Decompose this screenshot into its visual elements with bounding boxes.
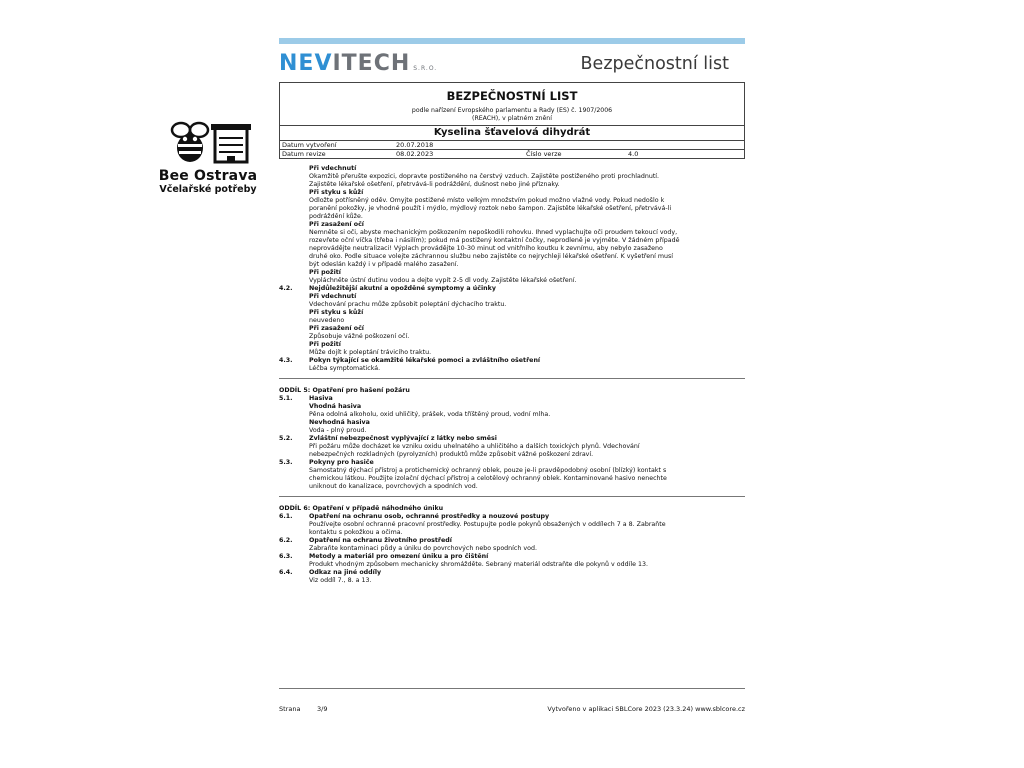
subheading: Při styku s kůží xyxy=(309,309,364,316)
subheading: Při zasažení očí xyxy=(309,221,364,228)
section-heading-6-2 xyxy=(279,537,745,545)
text-line: Způsobuje vážné poškození očí. xyxy=(309,333,410,340)
document-body xyxy=(279,165,745,585)
text-line: Používejte osobní ochranné pracovní prostředky. Postupujte podle pokynů obsažených v oddílech 7 a 8. Zabraňte xyxy=(309,521,666,528)
text-line: Pěna odolná alkoholu, oxid uhličitý, prášek, voda tříštěný proud, vodní mlha. xyxy=(309,411,551,418)
revision-value: 08.02.2023 xyxy=(396,150,434,158)
created-label: Datum vytvoření xyxy=(282,141,337,149)
text-line: Při požáru může docházet ke vzniku oxidu uhelnatého a uhličitého a dalších toxických plynů. Vdechování xyxy=(309,443,640,450)
section-5-title: ODDÍL 5: Opatření pro hašení požáru xyxy=(279,387,410,394)
section-number: 6.4. xyxy=(279,569,293,576)
safety-data-sheet-page xyxy=(279,38,745,585)
page-number: 3/9 xyxy=(317,705,328,713)
brand-tech: ITECH xyxy=(332,51,411,76)
section-title: Pokyn týkající se okamžité lékařské pomoci a zvláštního ošetření xyxy=(309,357,541,364)
text-line: Léčba symptomatická. xyxy=(309,365,381,372)
subheading: Při vdechnutí xyxy=(309,293,357,300)
section-title: Metody a materiál pro omezení úniku a pro čištění xyxy=(309,553,489,560)
version-value: 4.0 xyxy=(628,150,639,158)
page-header xyxy=(279,44,745,78)
text-line: Samostatný dýchací přístroj a protichemický ochranný oblek, pouze je-li pravděpodobný osobní (blízký) kontakt s xyxy=(309,467,667,474)
section-heading-6-1 xyxy=(279,513,745,521)
subheading: Nevhodná hasiva xyxy=(309,419,370,426)
text-line: podráždění kůže. xyxy=(309,213,363,220)
section-title: Hasiva xyxy=(309,395,333,402)
section-6-title: ODDÍL 6: Opatření v případě náhodného úniku xyxy=(279,505,444,512)
text-line: uniknout do kanalizace, povrchových a spodních vod. xyxy=(309,483,478,490)
text-line: nebezpečných rozkladných (pyrolyzních) produktů může způsobit vážné poškození zdraví. xyxy=(309,451,594,458)
logo-subtitle: Včelařské potřeby xyxy=(159,184,257,195)
section-title: Pokyny pro hasiče xyxy=(309,459,374,466)
section-divider xyxy=(279,496,745,497)
section-title: Opatření na ochranu životního prostředí xyxy=(309,537,452,544)
text-line: Vypláchněte ústní dutinu vodou a dejte vypít 2-5 dl vody. Zajistěte lékařské ošetření. xyxy=(309,277,577,284)
section-number: 6.3. xyxy=(279,553,293,560)
section-title: Odkaz na jiné oddíly xyxy=(309,569,382,576)
bee-ostrava-logo xyxy=(158,120,258,195)
meta-row-created xyxy=(280,141,744,149)
header-title: Bezpečnostní list xyxy=(580,54,729,74)
subheading: Při vdechnutí xyxy=(309,165,357,172)
revision-label: Datum revize xyxy=(282,150,326,158)
logo-name: Bee Ostrava xyxy=(158,168,258,184)
section-heading-5-3 xyxy=(279,459,745,467)
bee-and-hive-icon xyxy=(163,120,253,166)
section-heading-5-2 xyxy=(279,435,745,443)
page-footer xyxy=(279,688,745,713)
subheading: Při styku s kůží xyxy=(309,189,364,196)
brand-nev: NEV xyxy=(279,51,333,76)
subheading: Při zasažení očí xyxy=(309,325,364,332)
section-heading-4-2 xyxy=(279,285,745,293)
text-line: Zabraňte kontaminaci půdy a úniku do povrchových nebo spodních vod. xyxy=(309,545,537,552)
document-title: BEZPEČNOSTNÍ LIST xyxy=(446,89,578,103)
section-number: 4.3. xyxy=(279,357,293,364)
section-heading-5-1 xyxy=(279,395,745,403)
section-number: 4.2. xyxy=(279,285,293,292)
text-line: být odeslán každý i v případě malého zasažení. xyxy=(309,261,459,268)
text-line: Nemněte si oči, abyste mechanickým poškozením nepoškodili rohovku. Ihned vyplachujte oči proudem tekoucí vody, xyxy=(309,229,678,236)
section-number: 5.1. xyxy=(279,395,293,402)
regulation-line-2: (REACH), v platném znění xyxy=(472,115,552,122)
text-line: neprovádějte neutralizaci! Výplach provádějte 10-30 minut od vnitřního koutku k zevnímu, aby nebylo zasaženo xyxy=(309,245,663,252)
subheading: Při požití xyxy=(309,269,341,276)
text-line: Viz oddíl 7., 8. a 13. xyxy=(309,577,372,584)
nevitech-logo xyxy=(279,50,437,76)
section-heading-6-3 xyxy=(279,553,745,561)
section-divider xyxy=(279,378,745,379)
section-title: Opatření na ochranu osob, ochranné prostředky a nouzové postupy xyxy=(309,513,550,520)
meta-row-revision xyxy=(280,149,744,158)
page-label: Strana xyxy=(279,705,301,713)
text-line: poranění pokožky, je vhodné použít i mýdlo, mýdlový roztok nebo šampon. Zajistěte lékařské ošetření, přetrvává-li xyxy=(309,205,672,212)
created-with: Vytvořeno v aplikaci SBLCore 2023 (23.3.24) www.sblcore.cz xyxy=(547,705,745,713)
text-line: Vdechování prachu může způsobit poleptání dýchacího traktu. xyxy=(309,301,507,308)
text-line: Zajistěte lékařské ošetření, přetrvává-li podráždění, dušnost nebo jiné příznaky. xyxy=(309,181,560,188)
section-title: Nejdůležitější akutní a opožděné symptomy a účinky xyxy=(309,285,496,292)
meta-table xyxy=(280,140,744,158)
title-box xyxy=(279,82,745,159)
regulation-line-1: podle nařízení Evropského parlamentu a Rady (ES) č. 1907/2006 xyxy=(411,107,613,114)
section-number: 6.2. xyxy=(279,537,293,544)
text-line: Voda - plný proud. xyxy=(309,427,367,434)
text-line: rozevřete oční víčka (třeba i násilím); pokud má postižený kontaktní čočky, neprodleně je vyjměte. V žádném případě xyxy=(309,237,680,244)
section-heading-4-3 xyxy=(279,357,745,365)
text-line: chemickou látkou. Použijte izolační dýchací přístroj a celotělový ochranný oblek. Kontaminované hasivo nenechte xyxy=(309,475,667,482)
text-line: Okamžitě přerušte expozici, dopravte postiženého na čerstvý vzduch. Zajistěte postiženého proti prochladnutí. xyxy=(309,173,660,180)
text-line: Produkt vhodným způsobem mechanicky shromážděte. Sebraný materiál odstraňte dle pokynů v oddíle 13. xyxy=(309,561,648,568)
brand-sro: S.R.O. xyxy=(413,65,438,72)
text-line: Může dojít k poleptání trávicího traktu. xyxy=(309,349,432,356)
text-line: Odložte potřísněný oděv. Omyjte postižené místo velkým množstvím pokud možno vlažné vody. Pokud nedošlo k xyxy=(309,197,665,204)
section-title: Zvláštní nebezpečnost vyplývající z látky nebo směsi xyxy=(309,435,497,442)
section-heading-6-4 xyxy=(279,569,745,577)
text-line: neuvedeno xyxy=(309,317,345,324)
section-number: 5.3. xyxy=(279,459,293,466)
text-line: kontaktu s pokožkou a očima. xyxy=(309,529,403,536)
section-number: 6.1. xyxy=(279,513,293,520)
text-line: druhé oko. Podle situace volejte záchrannou službu nebo zajistěte co nejrychleji lékařské ošetření. K vyšetření musí xyxy=(309,253,674,260)
product-name: Kyselina šťavelová dihydrát xyxy=(280,125,744,140)
version-label: Číslo verze xyxy=(526,150,562,158)
created-value: 20.07.2018 xyxy=(396,141,434,149)
section-number: 5.2. xyxy=(279,435,293,442)
subheading: Vhodná hasiva xyxy=(309,403,362,410)
subheading: Při požití xyxy=(309,341,341,348)
